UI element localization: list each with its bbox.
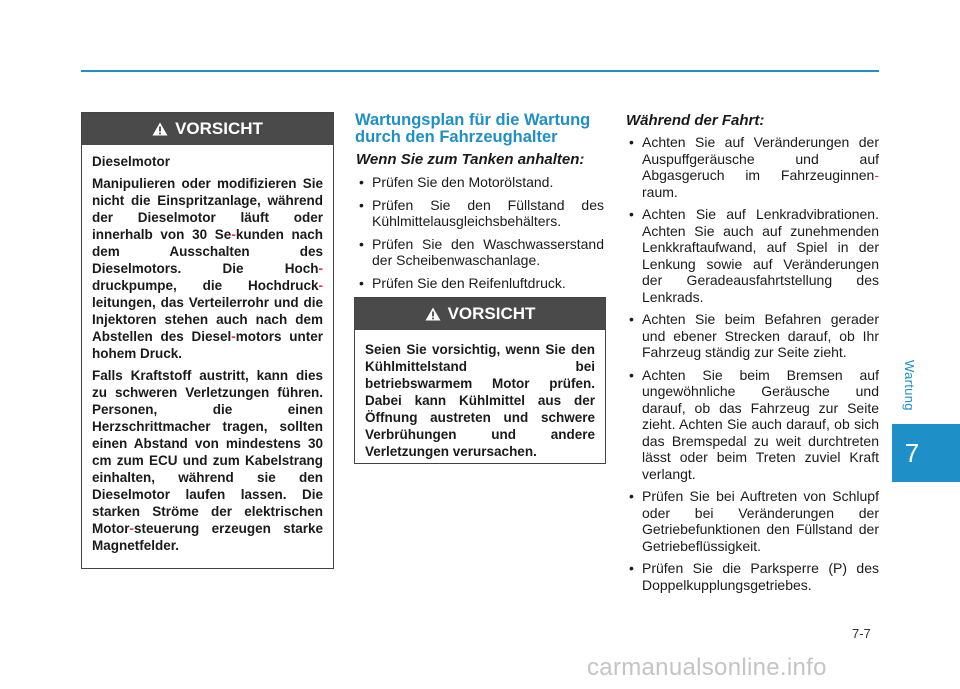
text-run: kunden nach dem Ausschalten des Dieselmotors. Die Hoch: [92, 227, 323, 276]
list-item: [626, 206, 879, 305]
text-run: Prüfen Sie bei Auftreten von Schlupf oder bei Veränderungen der Getriebefunktionen den Füllstand der Getriebeflüssigkeit.: [642, 488, 879, 554]
soft-hyphen: -: [231, 329, 236, 344]
watermark: carmanualsonline.info: [587, 654, 827, 681]
text-run: Achten Sie beim Befahren gerader und ebener Strecken darauf, ob Ihr Fahrzeug ständig zur Seite zieht.: [642, 311, 879, 360]
warning-triangle-icon: [152, 122, 168, 136]
text-run: Achten Sie auf Lenkradvibrationen. Achten Sie auch auf zunehmenden Lenkkraftaufwand, auf Spiel in der Lenkung sowie auf Veränderungen der Geradeausfahrtstellung des Lenkrads.: [642, 206, 879, 305]
caution-box-coolant: [354, 297, 606, 464]
soft-hyphen: -: [129, 521, 134, 536]
list-item: [356, 275, 604, 292]
caution-paragraph: [365, 341, 595, 460]
caution-title: VORSICHT: [447, 304, 536, 323]
caution-paragraph: [92, 175, 323, 362]
soft-hyphen: -: [231, 227, 236, 242]
list-item: [356, 174, 604, 191]
soft-hyphen: -: [874, 167, 879, 183]
caution-paragraph: [92, 367, 323, 554]
refuel-subheading: Wenn Sie zum Tanken anhalten:: [356, 151, 585, 168]
text-run: Manipulieren oder modifizieren Sie nicht die Einspritzanlage, während der Dieselmotor läuft oder innerhalb von 30 Se: [92, 176, 323, 242]
caution-body: [355, 330, 605, 460]
caution-title: VORSICHT: [175, 119, 263, 138]
text-run: Achten Sie auf Veränderungen der Auspuffgeräusche und auf Abgasgeruch im Fahrzeuginnen: [642, 134, 879, 183]
chapter-label: Wartung: [902, 360, 917, 411]
refuel-checklist: [356, 174, 604, 297]
soft-hyphen: -: [318, 278, 323, 293]
text-run: Prüfen Sie den Waschwasserstand der Scheibenwaschanlage.: [372, 235, 604, 268]
list-item: [626, 134, 879, 200]
driving-subheading: Während der Fahrt:: [626, 112, 765, 129]
warning-triangle-icon: [425, 307, 441, 321]
text-run: Prüfen Sie den Motorölstand.: [372, 174, 554, 190]
text-run: Seien Sie vorsichtig, wenn Sie den Kühlmittelstand bei betriebswarmem Motor prüfen. Dabei kann Kühlmittel aus der Öffnung austreten und schwere Verbrühungen und andere Verletzungen verursachen.: [365, 342, 595, 459]
soft-hyphen: -: [318, 261, 323, 276]
driving-checklist: [626, 134, 879, 599]
caution-header: [355, 298, 605, 330]
text-run: Prüfen Sie den Reifenluftdruck.: [372, 274, 566, 291]
section-heading: Wartungsplan für die Wartung durch den Fahrzeughalter: [355, 111, 591, 146]
text-run: Achten Sie beim Bremsen auf ungewöhnliche Geräusche und darauf, ob das Fahrzeug zur Seite zieht. Achten Sie auch darauf, ob sich das Bremspedal zu weit durchtreten lässt oder beim Treten zuviel Kraft verlangt.: [642, 366, 879, 482]
list-item: [626, 488, 879, 554]
text-run: leitungen, das Verteilerrohr und die Injektoren stehen auch nach dem Abstellen des Diesel: [92, 295, 323, 344]
text-run: Falls Kraftstoff austritt, kann dies zu schweren Verletzungen führen. Personen, die einen Herzschrittmacher tragen, sollten einen Abstand von mindestens 30 cm zum ECU und zum Kabelstrang einhalten, während sie den Dieselmotor laufen lassen. Die starken Ströme der elektrischen Motor: [92, 368, 323, 536]
list-item: [356, 197, 604, 230]
caution-paragraph: [92, 153, 323, 170]
text-run: motors unter hohem Druck.: [92, 329, 323, 361]
text-run: druckpumpe, die Hochdruck: [92, 278, 319, 293]
text-run: raum.: [642, 183, 678, 200]
list-item: [626, 560, 879, 593]
list-item: [626, 311, 879, 361]
top-rule: [81, 70, 879, 72]
list-item: [626, 367, 879, 483]
chapter-number: 7: [904, 438, 920, 468]
text-run: steuerung erzeugen starke Magnetfelder.: [92, 521, 323, 553]
page-number: 7-7: [852, 626, 871, 641]
text-run: Dieselmotor: [92, 154, 171, 169]
caution-header: [82, 113, 333, 145]
text-run: Prüfen Sie die Parksperre (P) des Doppelkupplungsgetriebes.: [642, 560, 879, 593]
caution-box-diesel: [81, 112, 334, 569]
text-run: Prüfen Sie den Füllstand des Kühlmittelausgleichsbehälters.: [372, 196, 604, 229]
caution-body: [82, 145, 333, 554]
list-item: [356, 236, 604, 269]
